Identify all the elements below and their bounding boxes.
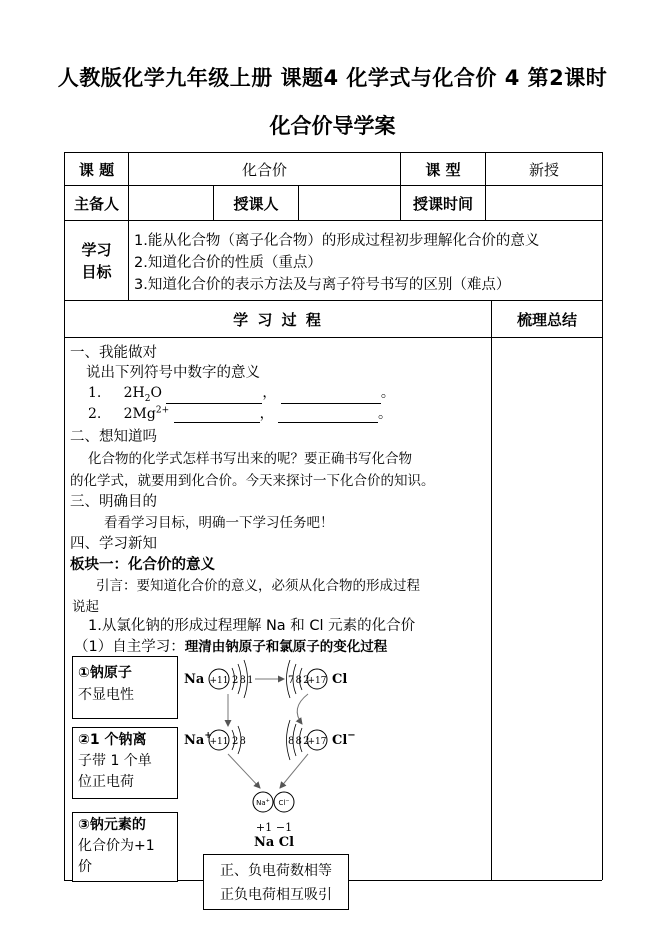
chlorine-valence: −1: [275, 821, 293, 834]
question-2: 2. $2Mg^{2+}$ ， 。: [88, 405, 393, 422]
type-value: 新授: [528, 160, 559, 179]
svg-text:+17: +17: [307, 676, 327, 686]
section-3-text: 看看学习目标，明确一下学习任务吧！: [104, 515, 334, 531]
answer-blank[interactable]: [166, 389, 262, 404]
sodium-ion-shells: 2 8: [232, 736, 245, 747]
sodium-shells: 2 8 1: [232, 675, 253, 686]
svg-text:Cl−: Cl−: [278, 798, 290, 807]
process-header: 学 习 过 程: [233, 310, 323, 329]
chlorine-ion-symbol: Cl−: [332, 730, 356, 748]
svg-text:+11: +11: [209, 737, 229, 747]
nacl-formation-diagram: [180, 648, 380, 858]
answer-blank[interactable]: [278, 408, 378, 423]
intro-text-2: 说起: [72, 599, 99, 615]
section-4-heading: 四、学习新知: [70, 536, 157, 552]
note-box-charge-balance: 正、负电荷数相等 正负电荷相互吸引: [203, 854, 349, 910]
section-2-text-1: 化合物的化学式怎样书写出来的呢？要正确书写化合物: [88, 451, 412, 467]
section-3-heading: 三、明确目的: [70, 494, 157, 510]
chlorine-symbol: Cl: [332, 672, 348, 687]
note-box-sodium-ion: ②1 个钠离 子带 1 个单 位正电荷: [72, 727, 178, 799]
self-study-line: （1）自主学习：理清由钠原子和氯原子的变化过程: [74, 639, 388, 655]
section-2-text-2: 的化学式，就要用到化合价。今天来探讨一下化合价的知识。: [70, 473, 435, 489]
point-1: 1.从氯化钠的形成过程理解 Na 和 Cl 元素的化合价: [88, 618, 416, 634]
block-1-heading: 板块一：化合价的意义: [70, 557, 215, 573]
goal-item-3: 3.知道化合价的表示方法及与离子符号书写的区别（难点）: [134, 277, 511, 293]
svg-text:+17: +17: [307, 737, 327, 747]
chlorine-shells: 7 8 2: [288, 675, 309, 686]
section-1-heading: 一、我能做对: [70, 345, 157, 361]
time-label: 授课时间: [412, 194, 473, 213]
document-title: 人教版化学九年级上册 课题4 化学式与化合价 4 第2课时: [57, 66, 608, 90]
answer-blank[interactable]: [281, 389, 381, 404]
chlorine-ion-shells: 8 8 2: [288, 736, 309, 747]
teacher-label: 授课人: [233, 194, 279, 213]
question-1: 1. $2H_2O$ ， 。: [88, 385, 395, 404]
sodium-ion-symbol: Na+: [184, 731, 212, 748]
goal-item-1: 1.能从化合物（离子化合物）的形成过程初步理解化合价的意义: [134, 233, 540, 249]
note-box-sodium-valence: ③钠元素的 化合价为+1 价: [72, 812, 178, 882]
lesson-label: 课 题: [78, 160, 115, 179]
nacl-formula: Na Cl: [253, 835, 295, 850]
type-label: 课 型: [425, 160, 461, 179]
lesson-value: 化合价: [241, 160, 287, 179]
goals-label: 学习目标: [81, 240, 112, 281]
document-subtitle: 化合价导学案: [269, 114, 396, 138]
section-1-instruction: 说出下列符号中数字的意义: [86, 365, 260, 381]
goal-item-2: 2.知道化合价的性质（重点）: [134, 255, 322, 271]
section-2-heading: 二、想知道吗: [70, 429, 157, 445]
sodium-valence: +1: [255, 821, 273, 834]
sodium-symbol: Na: [184, 672, 205, 687]
answer-blank[interactable]: [174, 408, 260, 423]
svg-text:+11: +11: [209, 676, 229, 686]
note-box-sodium-atom: ①钠原子 不显电性: [72, 656, 178, 719]
preparer-label: 主备人: [73, 194, 119, 213]
summary-header: 梳理总结: [516, 310, 577, 329]
svg-text:Na+: Na+: [256, 798, 270, 807]
intro-text-1: 引言：要知道化合价的意义，必须从化合物的形成过程: [96, 578, 420, 594]
